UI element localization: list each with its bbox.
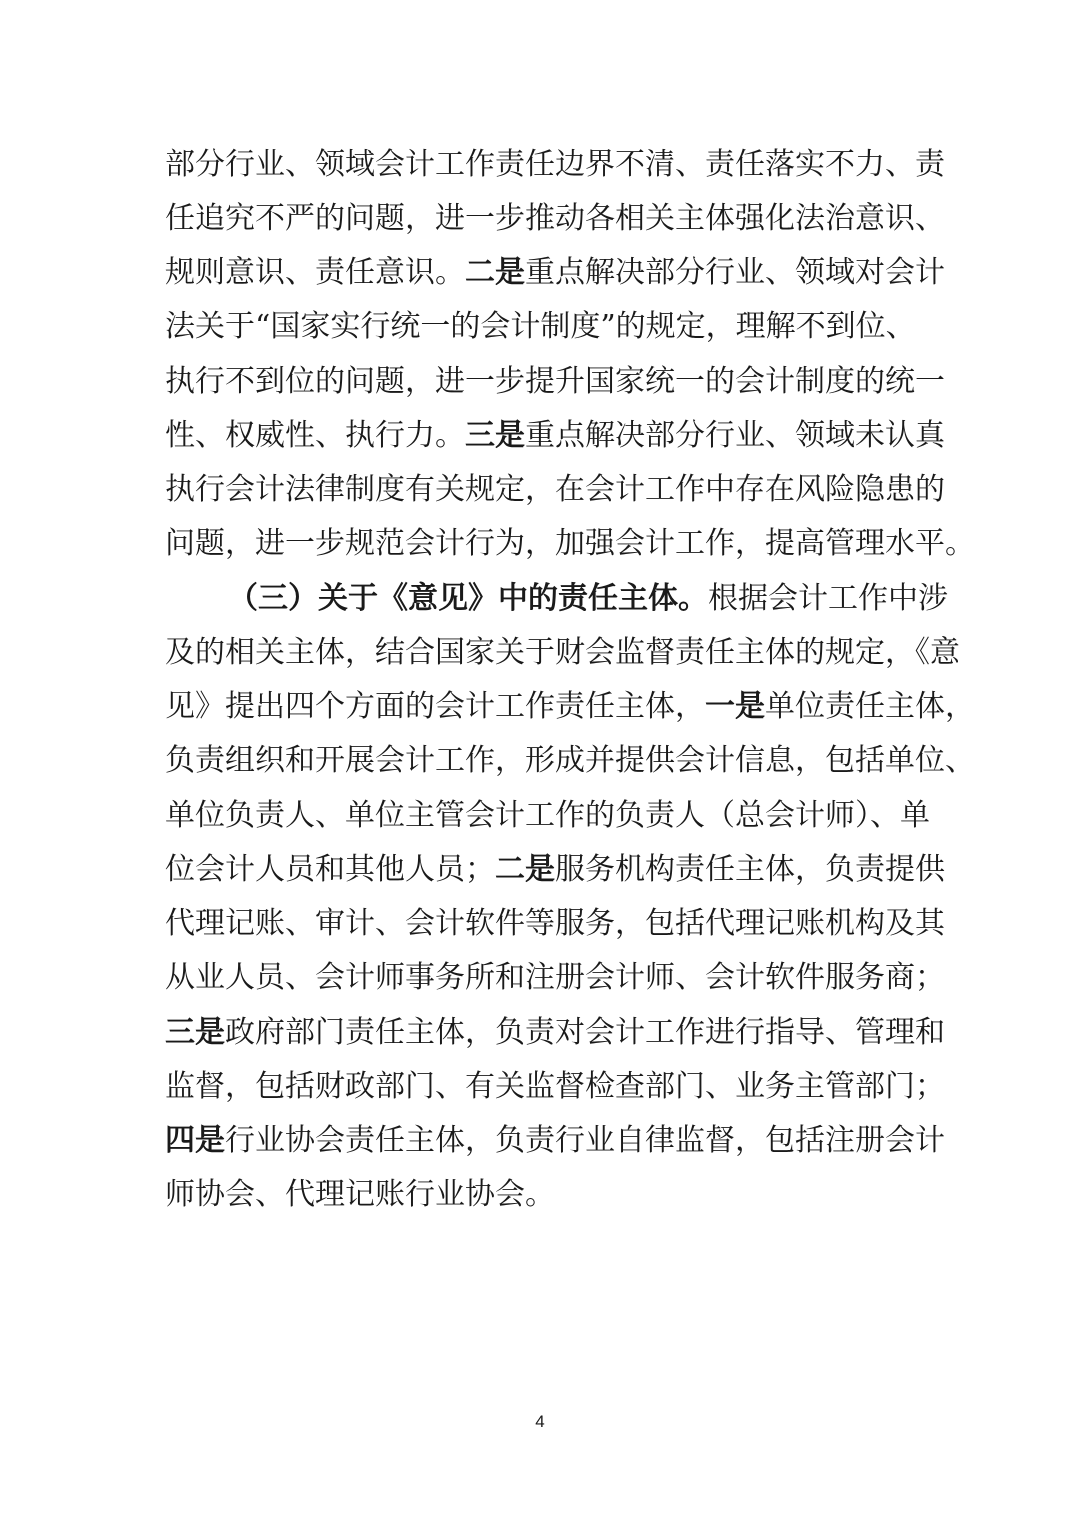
- text-run: 执行不到位的问题，进一步提升国家统一的会计制度的统一: [165, 364, 945, 399]
- text-run: 服务机构责任主体，负责提供: [555, 852, 945, 887]
- paragraph-line: [165, 790, 930, 842]
- text-run: 单位责任主体，: [765, 689, 975, 724]
- bold-text-run: 二是: [465, 255, 525, 290]
- text-run: 部分行业、领域会计工作责任边界不清、责任落实不力、责: [165, 147, 945, 182]
- paragraph-line: [165, 301, 915, 353]
- section-heading-run: （三）关于《意见》中的责任主体。: [228, 581, 708, 616]
- text-run: 规则意识、责任意识。: [165, 255, 465, 290]
- bold-text-run: 二是: [495, 852, 555, 887]
- bold-text-run: 三是: [165, 1015, 225, 1050]
- paragraph-line: [165, 518, 975, 570]
- paragraph-line: [165, 844, 945, 896]
- paragraph-line: [165, 1007, 945, 1059]
- paragraph-line: [165, 1115, 945, 1167]
- bold-text-run: 四是: [165, 1123, 225, 1158]
- paragraph-line: [165, 681, 975, 733]
- text-run: 见》提出四个方面的会计工作责任主体，: [165, 689, 705, 724]
- text-run: 根据会计工作中涉: [708, 581, 948, 616]
- text-run: 及的相关主体，结合国家关于财会监督责任主体的规定，《意: [165, 635, 960, 670]
- text-run: 执行会计法律制度有关规定，在会计工作中存在风险隐患的: [165, 472, 945, 507]
- text-run: 单位负责人、单位主管会计工作的负责人（总会计师）、单: [165, 798, 930, 833]
- text-run: 代理记账、审计、会计软件等服务，包括代理记账机构及其: [165, 906, 945, 941]
- text-run: 师协会、代理记账行业协会。: [165, 1177, 555, 1212]
- text-run: 监督，包括财政部门、有关监督检查部门、业务主管部门；: [165, 1069, 945, 1104]
- paragraph-line: [165, 139, 945, 191]
- paragraph-line: [165, 410, 945, 462]
- paragraph-line: [165, 952, 945, 1004]
- text-run: 重点解决部分行业、领域对会计: [525, 255, 945, 290]
- text-run: 政府部门责任主体，负责对会计工作进行指导、管理和: [225, 1015, 945, 1050]
- paragraph-line: [165, 193, 945, 245]
- paragraph-line: [165, 1061, 945, 1113]
- text-run: 法关于“国家实行统一的会计制度”的规定，理解不到位、: [165, 309, 916, 344]
- paragraph-line: [165, 356, 945, 408]
- text-run: 从业人员、会计师事务所和注册会计师、会计软件服务商；: [165, 960, 945, 995]
- paragraph-line: [165, 247, 945, 299]
- paragraph-line: [165, 735, 975, 787]
- bold-text-run: 一是: [705, 689, 765, 724]
- text-run: 行业协会责任主体，负责行业自律监督，包括注册会计: [225, 1123, 945, 1158]
- paragraph-line: [165, 464, 945, 516]
- text-run: 位会计人员和其他人员；: [165, 852, 495, 887]
- text-run: 重点解决部分行业、领域未认真: [525, 418, 945, 453]
- paragraph-line: [165, 627, 960, 679]
- paragraph-line: [228, 573, 948, 625]
- text-run: 负责组织和开展会计工作，形成并提供会计信息，包括单位、: [165, 743, 975, 778]
- bold-text-run: 三是: [465, 418, 525, 453]
- text-run: 问题，进一步规范会计行为，加强会计工作，提高管理水平。: [165, 526, 975, 561]
- paragraph-line: [165, 898, 945, 950]
- text-run: 性、权威性、执行力。: [165, 418, 465, 453]
- page-number: 4: [535, 1412, 545, 1431]
- text-run: 任追究不严的问题，进一步推动各相关主体强化法治意识、: [165, 201, 945, 236]
- paragraph-line: [165, 1169, 915, 1221]
